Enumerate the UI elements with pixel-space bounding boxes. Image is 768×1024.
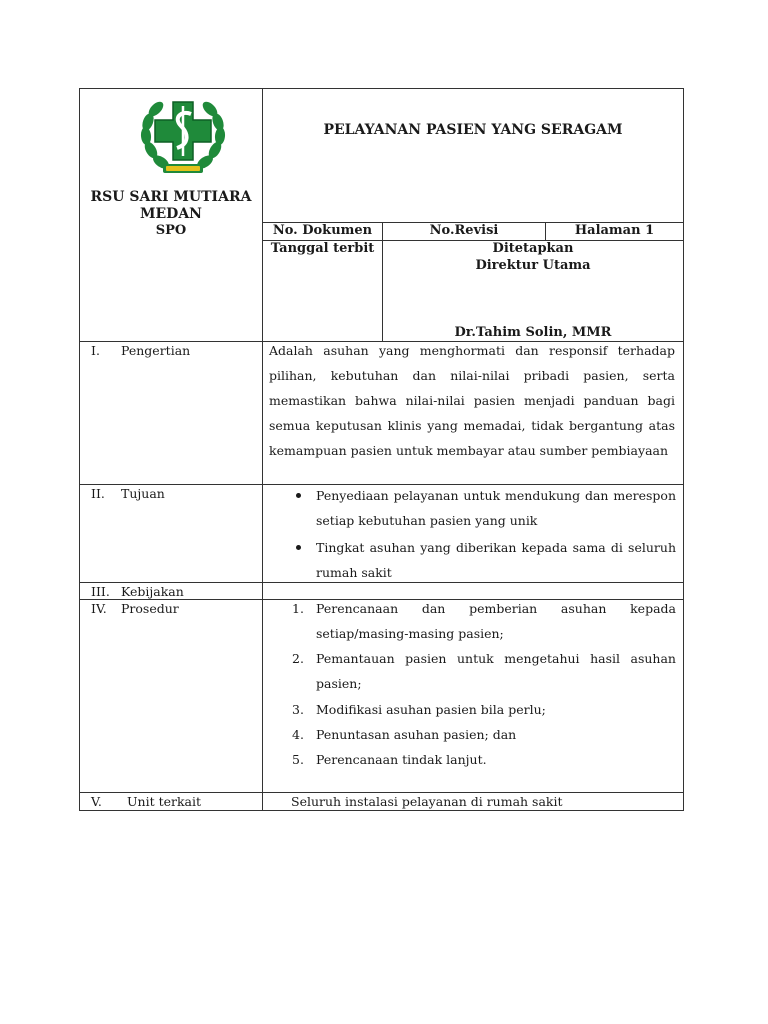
section-label-tujuan: Tujuan: [121, 486, 165, 501]
document-title: PELAYANAN PASIEN YANG SERAGAM: [323, 122, 623, 138]
tujuan-item-line: Tingkat asuhan yang diberikan kepada sama di seluruh: [316, 540, 676, 555]
tujuan-item: [316, 483, 676, 533]
tujuan-item-line: Penyediaan pelayanan untuk mendukung dan merespon: [316, 488, 676, 503]
pengertian-text: [269, 338, 675, 463]
halaman-label: Halaman 1: [574, 223, 655, 238]
unit-terkait-text: Seluruh instalasi pelayanan di rumah sakit: [291, 794, 563, 809]
pengertian-line: pilihan, kebutuhan dan nilai-nilai pribadi pasien, serta: [269, 368, 675, 383]
prosedur-number: 3.: [292, 702, 304, 717]
section-number-kebijakan: III.: [91, 584, 110, 599]
signatory-name: Dr.Tahim Solin, MMR: [454, 325, 612, 340]
hospital-name-line2: MEDAN: [140, 206, 202, 222]
pengertian-line: Adalah asuhan yang menghormati dan responsif terhadap: [269, 343, 675, 358]
prosedur-item: [316, 722, 676, 747]
bullet-icon: [296, 545, 301, 550]
prosedur-item: [316, 646, 676, 696]
doc-type-label: SPO: [155, 223, 187, 238]
hospital-name-line1: RSU SARI MUTIARA: [90, 189, 252, 205]
prosedur-number: 4.: [292, 727, 304, 742]
prosedur-item-line: pasien;: [316, 676, 362, 691]
section-number-pengertian: I.: [91, 343, 100, 358]
hospital-logo: [137, 90, 229, 182]
prosedur-item-line: Perencanaan dan pemberian asuhan kepada: [316, 601, 676, 616]
prosedur-item-line: Pemantauan pasien untuk mengetahui hasil asuhan: [316, 651, 676, 666]
hospital-logo-icon: [137, 90, 229, 182]
prosedur-item: [316, 697, 676, 722]
tujuan-item-line: rumah sakit: [316, 565, 392, 580]
prosedur-number: 5.: [292, 752, 304, 767]
prosedur-number: 1.: [292, 601, 304, 616]
section-label-pengertian: Pengertian: [121, 343, 191, 358]
ditetapkan-label: Ditetapkan: [492, 241, 574, 256]
section-number-prosedur: IV.: [91, 601, 107, 616]
hospital-name: [80, 189, 262, 223]
prosedur-item-line: Penuntasan asuhan pasien; dan: [316, 727, 517, 742]
section-label-prosedur: Prosedur: [121, 601, 179, 616]
bullet-icon: [296, 493, 301, 498]
tujuan-item: [316, 535, 676, 585]
section-label-kebijakan: Kebijakan: [121, 584, 184, 599]
no-revisi-label: No.Revisi: [429, 223, 499, 238]
section-number-tujuan: II.: [91, 486, 105, 501]
section-label-unit-terkait: Unit terkait: [127, 794, 202, 809]
section-number-unit-terkait: V.: [91, 794, 102, 809]
prosedur-item-line: Perencanaan tindak lanjut.: [316, 752, 487, 767]
direktur-label: Direktur Utama: [475, 258, 591, 273]
prosedur-item: [316, 596, 676, 646]
prosedur-number: 2.: [292, 651, 304, 666]
prosedur-item-line: setiap/masing-masing pasien;: [316, 626, 504, 641]
tujuan-item-line: setiap kebutuhan pasien yang unik: [316, 513, 538, 528]
pengertian-line: semua keputusan klinis yang memadai, tidak bergantung atas: [269, 418, 675, 433]
prosedur-item-line: Modifikasi asuhan pasien bila perlu;: [316, 702, 546, 717]
no-dokumen-label: No. Dokumen: [272, 223, 373, 238]
tanggal-terbit-label: Tanggal terbit: [270, 241, 375, 256]
pengertian-line: kemampuan pasien untuk membayar atau sumber pembiayaan: [269, 443, 669, 458]
pengertian-line: memastikan bahwa nilai-nilai pasien menjadi panduan bagi: [269, 393, 675, 408]
prosedur-item: [316, 747, 676, 772]
